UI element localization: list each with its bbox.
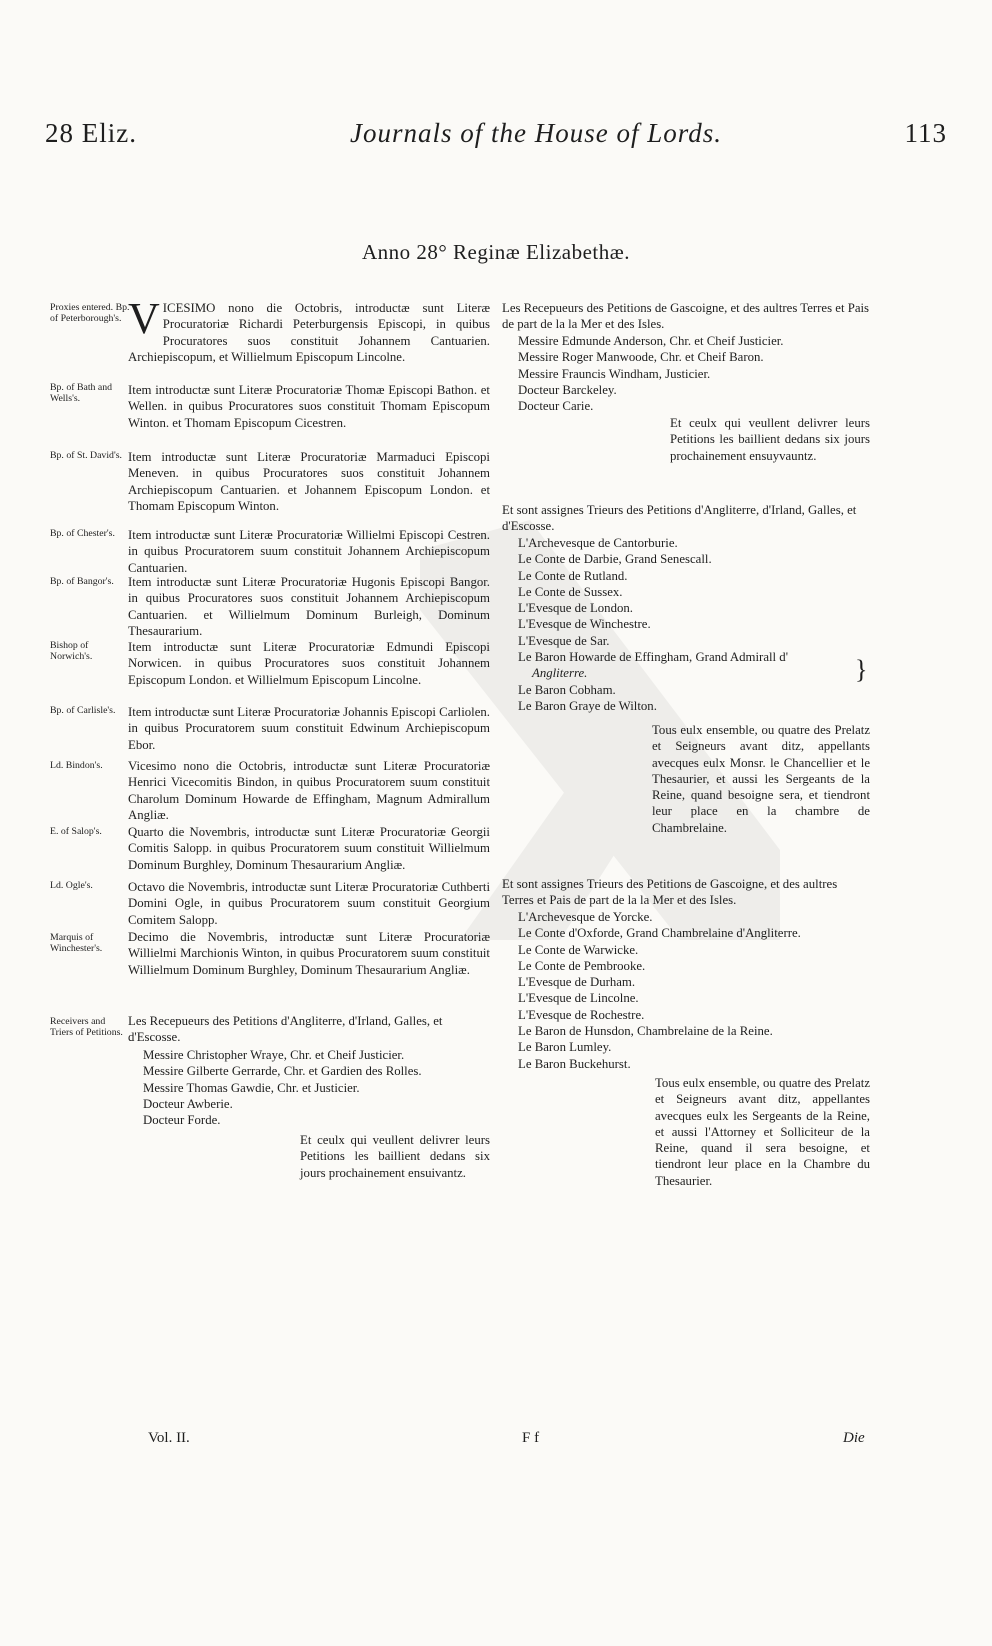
triers-gascony-closing: Tous eulx ensemble, ou quatre des Prelatz et Seigneurs avant ditz, appellantes avecques eulx les Sergeants de la Reine, et aussi l'Attorney et Solliciteur de la Reine, quand il sera besoigne, et tiendront leur place en la Chambre du Thesaurier. <box>655 1076 870 1188</box>
name-line: Le Conte de Darbie, Grand Senescall. <box>518 552 712 567</box>
sidenote-bath-wells: Bp. of Bath and Wells's. <box>50 382 113 404</box>
triers-gascony-heading: Et sont assignes Trieurs des Petitions de Gascoigne, et des aultres Terres et Pais de part de la la Mer et des Isles. <box>502 877 838 908</box>
entry-carlisle: Item introductæ sunt Literæ Procuratoriæ Johannis Episcopi Carliolen. in quibus Procuratorem suum constituit Edwinum Archiepiscopum Ebor. <box>128 705 490 752</box>
name-line: L'Evesque de Durham. <box>518 975 636 990</box>
receivers-england-names <box>143 1047 493 1128</box>
sidenote-norwich: Bishop of Norwich's. <box>50 640 93 662</box>
name-line: Messire Gilberte Gerrarde, Chr. et Gardien des Rolles. <box>143 1064 422 1079</box>
entry-chester: Item introductæ sunt Literæ Procuratoriæ Willielmi Episcopi Cestren. in quibus Procuratorem suum constituit Johannem Archiepiscopum Cantuarien. <box>128 528 490 575</box>
sidenote-ogle: Ld. Ogle's. <box>50 880 93 891</box>
header-regnal-year: 28 Eliz. <box>45 118 137 148</box>
entry-text: ICESIMO nono die Octobris, introductæ sunt Literæ Procuratoriæ Richardi Peterburgensis Episcopi, in quibus Procuratores suos constituit Johannem Cantuarien. Archiepiscopum, et Willielmum Episcopum Lincolne. <box>128 301 490 364</box>
entry-bangor: Item introductæ sunt Literæ Procuratoriæ Hugonis Episcopi Bangor. in quibus Procuratores suos constituit Johannem Archiepiscopum Cantuarien. et Willielmum Dominum Burleigh, Dominum Thesaurarium. <box>128 575 490 638</box>
receivers-england-closing: Et ceulx qui veullent delivrer leurs Petitions les baillient dedans six jours prochainement ensuivantz. <box>300 1133 490 1180</box>
name-line: Docteur Forde. <box>143 1113 221 1128</box>
footer-volume: Vol. II. <box>148 1430 190 1446</box>
entry-st-davids: Item introductæ sunt Literæ Procuratoriæ Marmaduci Episcopi Meneven. in quibus Procuratores suos constituit Johannem Archiepiscopum Cantuarien. et Johannem Episcopum London. et Thomam Episcopum Winton. <box>128 450 490 513</box>
name-line: L'Archevesque de Cantorburie. <box>518 536 678 550</box>
anno-title: Anno 28° Reginæ Elizabethæ. <box>361 240 631 264</box>
name-line: Le Baron Buckehurst. <box>518 1056 631 1071</box>
name-line: Docteur Awberie. <box>143 1096 233 1111</box>
name-line: Messire Roger Manwoode, Chr. et Cheif Baron. <box>518 350 764 365</box>
sidenote-chester: Bp. of Chester's. <box>50 528 115 539</box>
name-line: L'Archevesque de Yorcke. <box>518 910 653 924</box>
name-line: Messire Edmunde Anderson, Chr. et Cheif Justicier. <box>518 334 784 348</box>
sidenote-bindon: Ld. Bindon's. <box>50 760 103 771</box>
triers-england-names <box>518 535 878 714</box>
entry-peterborough <box>128 294 490 365</box>
name-line: Le Baron Graye de Wilton. <box>518 698 657 713</box>
sidenote-bangor: Bp. of Bangor's. <box>50 576 114 587</box>
drop-cap: V <box>128 294 160 343</box>
name-line: Le Conte de Sussex. <box>518 584 623 599</box>
header-journal-title: Journals of the House of Lords. <box>350 118 723 148</box>
name-line: Docteur Barckeley. <box>518 382 617 397</box>
brace-mark: } <box>855 655 868 684</box>
entry-ogle: Octavo die Novembris, introductæ sunt Literæ Procuratoriæ Cuthberti Domini Ogle, in quibus Procuratorem suum constituit Georgium Comitem Salopp. <box>128 880 490 927</box>
sidenote-st-davids: Bp. of St. David's. <box>50 450 122 461</box>
name-line: Messire Christopher Wraye, Chr. et Cheif Justicier. <box>143 1048 405 1062</box>
entry-bath-wells: Item introductæ sunt Literæ Procuratoriæ Thomæ Episcopi Bathon. et Wellen. in quibus Procuratores suos constituit Thomam Episcopum Winton. et Thomam Episcopum Cicestren. <box>128 383 490 430</box>
receivers-england-heading: Les Recepueurs des Petitions d'Angliterre, d'Irland, Galles, et d'Escosse. <box>128 1014 443 1045</box>
name-line: L'Evesque de Lincolne. <box>518 991 639 1006</box>
sidenote-proxies: Proxies entered. Bp. of Peterborough's. <box>50 302 130 324</box>
name-line: Docteur Carie. <box>518 399 594 414</box>
name-line: Le Conte de Rutland. <box>518 568 628 583</box>
receivers-gascony-closing: Et ceulx qui veullent delivrer leurs Petitions les baillient dedans six jours prochainement ensuyvauntz. <box>670 416 870 463</box>
sidenote-carlisle: Bp. of Carlisle's. <box>50 705 116 716</box>
footer-catchword: Die <box>843 1430 865 1446</box>
footer-signature: F f <box>522 1430 540 1446</box>
name-line: L'Evesque de Sar. <box>518 633 610 648</box>
triers-england-closing: Tous eulx ensemble, ou quatre des Prelatz et Seigneurs avant ditz, appellants avecques eulx Monsr. le Chancellier et le Thesaurier, et aussi les Sergeants de la Reine, quand besoigne sera, et tiendront leur place en la chambre de Chambrelaine. <box>652 723 870 835</box>
sidenote-winchester: Marquis of Winchester's. <box>50 932 103 954</box>
receivers-gascony-heading: Les Recepueurs des Petitions de Gascoigne, et des aultres Terres et Pais de part de la la Mer et des Isles. <box>502 301 870 332</box>
triers-gascony-names <box>518 909 878 1072</box>
entry-bindon: Vicesimo nono die Octobris, introductæ sunt Literæ Procuratoriæ Henrici Vicecomitis Bindon, in quibus Procuratorem suum constituit Charolum Dominum Howarde de Effingham, Magnum Admirallum Angliæ. <box>128 759 490 822</box>
name-line: L'Evesque de Rochestre. <box>518 1007 645 1022</box>
sidenote-receivers-triers: Receivers and Triers of Petitions. <box>50 1016 123 1038</box>
name-line: Angliterre. <box>532 666 588 681</box>
entry-winchester: Decimo die Novembris, introductæ sunt Literæ Procuratoriæ Willielmi Marchionis Winton, in quibus Procuratorem suum constituit Willielmum Dominum Burghley, Dominum Thesaurarium Angliæ. <box>128 930 490 977</box>
name-line: Le Baron Lumley. <box>518 1040 612 1055</box>
name-line: Le Baron de Hunsdon, Chambrelaine de la Reine. <box>518 1024 773 1039</box>
name-line: Le Conte de Pembrooke. <box>518 958 646 973</box>
name-line: Le Conte d'Oxforde, Grand Chambrelaine d'Angliterre. <box>518 926 801 941</box>
header-page-number: 113 <box>904 118 947 148</box>
sidenote-salop: E. of Salop's. <box>50 826 102 837</box>
receivers-gascony-names <box>518 333 878 414</box>
entry-norwich: Item introductæ sunt Literæ Procuratoriæ Edmundi Episcopi Norwicen. in quibus Procuratores suos constituit Johannem Episcopum London. et Willielmum Episcopum Lincolne. <box>128 640 490 687</box>
name-line: L'Evesque de Winchestre. <box>518 617 651 632</box>
name-line: L'Evesque de London. <box>518 601 633 616</box>
name-line: Le Baron Cobham. <box>518 682 616 697</box>
triers-england-heading: Et sont assignes Trieurs des Petitions d'Angliterre, d'Irland, Galles, et d'Escosse. <box>502 503 857 534</box>
name-line: Le Conte de Warwicke. <box>518 942 639 957</box>
entry-salop: Quarto die Novembris, introductæ sunt Literæ Procuratoriæ Georgii Comitis Salopp. in quibus Procuratorem suum constituit Willielmum Dominum Burghley, Dominum Thesaurarium Angliæ. <box>128 825 490 872</box>
name-line: Messire Frauncis Windham, Justicier. <box>518 366 711 381</box>
name-line: Messire Thomas Gawdie, Chr. et Justicier. <box>143 1080 360 1095</box>
name-line: Le Baron Howarde de Effingham, Grand Admirall d' <box>518 650 789 665</box>
